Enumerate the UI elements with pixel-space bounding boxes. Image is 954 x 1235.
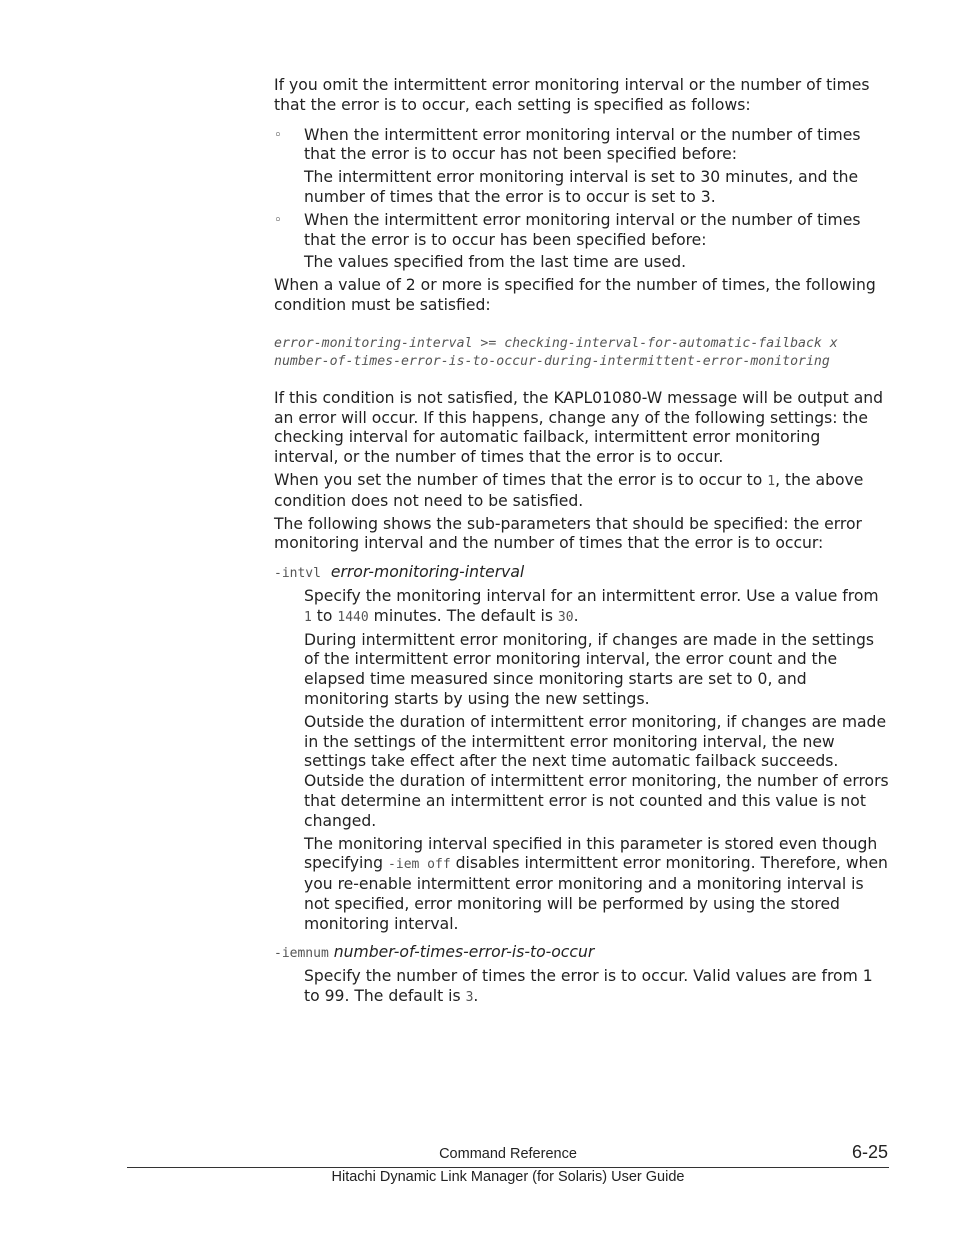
list-item-text: When the intermittent error monitoring interval or the number of times that the error is to occur has not been specified before: (304, 125, 861, 164)
param-intvl-heading (274, 563, 889, 584)
param-iemnum-name: number-of-times-error-is-to-occur (333, 943, 595, 962)
intvl-desc-text: minutes. The default is (368, 606, 558, 625)
bullet-icon: ◦ (274, 212, 282, 228)
condition-formula: error-monitoring-interval >= checking-interval-for-automatic-failback x number-of-times-error-is-to-occur-during-intermittent-error-monitoring (274, 335, 838, 369)
param-intvl-name: error-monitoring-interval (330, 563, 525, 582)
list-item (274, 126, 889, 208)
list-item-detail: The values specified from the last time are used. (304, 253, 687, 272)
intvl-min-code: 1 (304, 609, 312, 625)
page-body (274, 76, 889, 1011)
set-one-text-after: , the above condition does not need to be satisfied. (274, 470, 864, 510)
intvl-desc-outside: Outside the duration of intermittent error monitoring, if changes are made in the settings of the intermittent error monitoring interval, the new settings take effect after the next time automatic failback succeeds. Outside the duration of intermittent error monitoring, the number of errors that determine an intermittent error is not counted and this value is not changed. (304, 712, 889, 830)
subparams-intro: The following shows the sub-parameters that should be specified: the error monitoring interval and the number of times that the error is to occur: (274, 514, 862, 553)
footer-section-title: Command Reference (439, 1146, 577, 1162)
condition-not-satisfied: If this condition is not satisfied, the KAPL01080-W message will be output and an error will occur. If this happens, change any of the following settings: the checking interval for automatic failback, intermittent error monitoring interval, or the number of times that the error is to occur. (274, 388, 884, 467)
intvl-desc-text: . (573, 606, 579, 625)
default-settings-list (274, 126, 889, 274)
set-one-note (274, 471, 889, 512)
intvl-max-code: 1440 (337, 609, 369, 625)
footer-divider (127, 1167, 889, 1168)
set-one-code: 1 (767, 473, 776, 489)
footer-guide-title: Hitachi Dynamic Link Manager (for Solaris) User Guide (331, 1169, 685, 1185)
intvl-desc-text: The monitoring interval specified in this parameter is stored even though specifying (304, 834, 878, 873)
intvl-desc-text: to (311, 606, 338, 625)
param-iemnum-flag: -iemnum (274, 946, 329, 962)
iemnum-default-code: 3 (465, 990, 474, 1006)
set-one-text-before: When you set the number of times that the error is to occur to (274, 470, 768, 489)
param-iemnum-heading (274, 943, 889, 964)
iemnum-desc-text: . (473, 987, 479, 1006)
intvl-desc-text: Specify the monitoring interval for an intermittent error. Use a value from (304, 586, 879, 605)
iem-off-code: -iem off (388, 857, 451, 873)
list-item (274, 211, 889, 273)
param-intvl-description (274, 587, 889, 935)
list-item-text: When the intermittent error monitoring interval or the number of times that the error is to occur has been specified before: (304, 210, 861, 249)
bullet-icon: ◦ (274, 127, 282, 143)
iemnum-desc (304, 967, 889, 1008)
condition-intro: When a value of 2 or more is specified for the number of times, the following condition must be satisfied: (274, 276, 876, 314)
param-intvl-flag: -intvl (274, 566, 321, 582)
page-number: 6-25 (851, 1142, 888, 1162)
iemnum-desc-text: Specify the number of times the error is to occur. Valid values are from 1 to 99. The default is (304, 967, 873, 1006)
intvl-default-code: 30 (557, 609, 574, 625)
intvl-desc-text: disables intermittent error monitoring. Therefore, when you re-enable intermittent error monitoring and a monitoring interval is not specified, error monitoring will be performed by using the stored monitoring interval. (304, 854, 888, 933)
intvl-desc-stored (304, 835, 889, 935)
param-iemnum-description (274, 967, 889, 1008)
intvl-desc-range (304, 587, 889, 628)
intvl-desc-during: During intermittent error monitoring, if changes are made in the settings of the intermittent error monitoring interval, the error count and the elapsed time measured since monitoring starts are set to 0, and monitoring starts by using the new settings. (304, 630, 875, 708)
list-item-detail: The intermittent error monitoring interval is set to 30 minutes, and the number of times that the error is to occur is set to 3. (304, 168, 859, 206)
intro-paragraph: If you omit the intermittent error monitoring interval or the number of times that the error is to occur, each setting is specified as follows: (274, 76, 870, 114)
